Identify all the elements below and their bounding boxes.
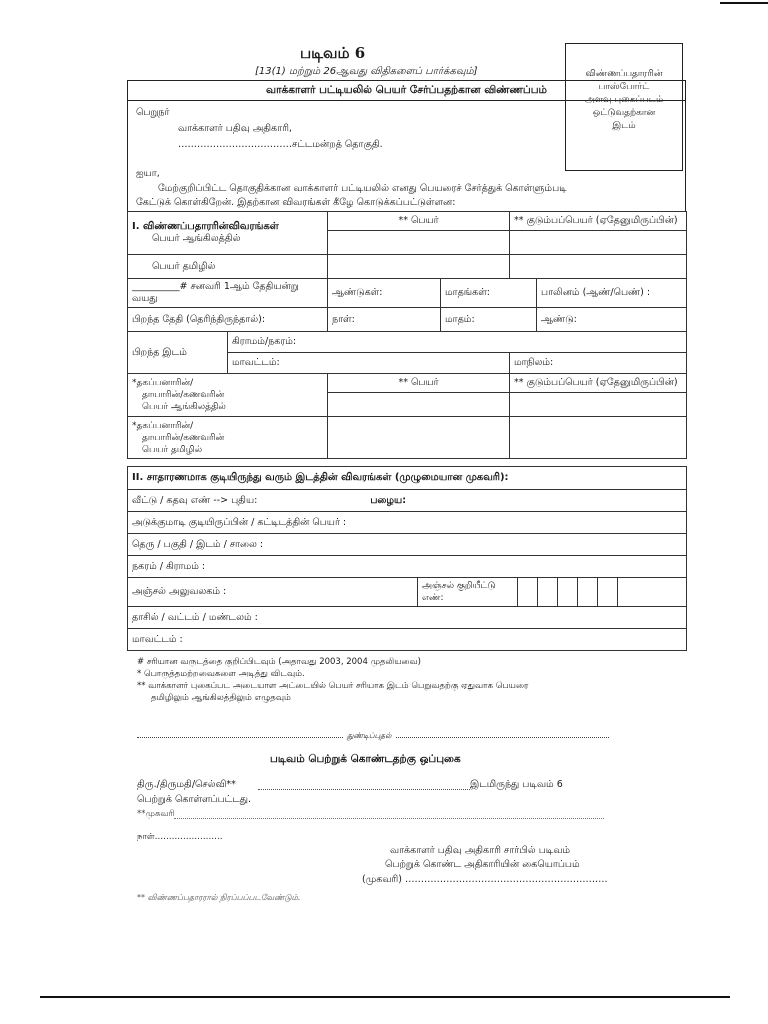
dob-label: பிறந்த தேதி (தெரிந்திருந்தால்): [128, 308, 328, 332]
relation-surname-tamil-field[interactable] [510, 417, 687, 459]
receipt-title: படிவம் பெற்றுக் கொண்டதற்கு ஒப்புகை [270, 753, 461, 765]
state-label: மாநிலம்: [514, 357, 554, 368]
age-months-field[interactable] [441, 279, 537, 308]
name-english-field[interactable] [328, 231, 510, 255]
age-label-cell [128, 279, 328, 308]
relation-ta-line: பெயர் தமிழில் [142, 444, 203, 455]
letter-constituency: ………………………………சட்டமன்றத் தொகுதி. [178, 139, 383, 150]
letter-body-line1: மேற்குறிப்பிட்ட தொகுதிக்கான வாக்காளர் பட்டியலில் எனது பெயரைச் சேர்த்துக் கொள்ளும்படி [158, 183, 567, 194]
section1-title: I. விண்ணப்பதாரரின்விவரங்கள் [132, 221, 279, 232]
birthplace-label: பிறந்த இடம் [128, 332, 228, 374]
pin-digit-box[interactable] [558, 578, 578, 607]
receipt-form-label: இடமிருந்து படிவம் 6 [470, 779, 563, 790]
age-label: வயது [132, 293, 158, 304]
section1-label-cell [128, 212, 328, 255]
relation-name-tamil-field[interactable] [328, 417, 510, 459]
receipt-sign-address: (முகவரி) ………………………………………………………. [362, 874, 608, 885]
relation-ta-line: *தகப்பனாரின்/ [132, 420, 194, 431]
name-tamil-field[interactable] [328, 255, 510, 279]
name-column-header: ** பெயர் [328, 212, 510, 231]
relation-en-line: பெயர் ஆங்கிலத்தில் [142, 402, 226, 412]
name-tamil-label: பெயர் தமிழில் [128, 255, 328, 279]
relation-tamil-label [128, 417, 328, 459]
receipt-received-label: பெற்றுக் கொள்ளப்பட்டது. [137, 794, 252, 805]
relation-en-line: தாயாரின்/கணவரின் [142, 390, 225, 400]
relation-ta-line: தாயாரின்/கணவரின் [142, 432, 225, 443]
applicant-details-table [127, 211, 687, 459]
cover-letter [127, 101, 686, 211]
gender-field[interactable] [537, 279, 687, 308]
gender-label: பாலினம் (ஆண்/பெண்) : [541, 287, 651, 298]
receipt-address-field[interactable] [174, 818, 604, 819]
relation-name-english-field[interactable] [328, 393, 510, 417]
taluk-label: தாசில் / வட்டம் / மண்டலம் : [132, 611, 258, 623]
day-label: நாள்: [332, 313, 355, 325]
letter-to: பெறுநர் [136, 107, 170, 118]
pin-digit-box[interactable] [538, 578, 558, 607]
years-label: ஆண்டுகள்: [332, 287, 383, 298]
pin-digit-box[interactable] [518, 578, 538, 607]
page-bottom-line [40, 996, 730, 998]
district-label: மாவட்டம்: [232, 357, 280, 368]
months-label: மாதங்கள்: [445, 287, 490, 298]
form-heading: வாக்காளர் பட்டியலில் பெயர் சேர்ப்பதற்கான விண்ணப்பம் [127, 80, 686, 101]
pin-digit-box[interactable] [578, 578, 598, 607]
old-number-label: பழைய: [370, 494, 406, 506]
town-label: நகரம் / கிராமம் : [132, 560, 206, 572]
form-subtitle: [13(1) மற்றும் 26ஆவது விதிகளைப் பார்க்கவும்] [255, 66, 478, 77]
house-number-field[interactable] [128, 490, 687, 512]
letter-officer: வாக்காளர் பதிவு அதிகாரி, [178, 123, 292, 134]
footnote: ** வாக்காளர் புகைப்பட அடையாள அட்டையில் பெயர் சரியாக இடம் பெறுவதற்கு ஏதுவாக பெயரை [137, 681, 529, 691]
relation-english-label [128, 374, 328, 417]
footnote: தமிழிலும் ஆங்கிலத்திலும் எழுதவும் [151, 693, 291, 703]
address-district-field[interactable] [128, 629, 687, 651]
photo-box-line: பாஸ்போர்ட் [598, 82, 650, 92]
footnote: # சரியான வருடத்தை குறிப்பிடவும் (அதாவது 2003, 2004 முதலியவை) [137, 657, 421, 667]
age-date-label: __________# சனவரி 1ஆம் தேதியன்று [132, 281, 299, 292]
birthplace-district-field[interactable] [228, 353, 510, 374]
letter-salutation: ஐயா, [136, 168, 160, 179]
building-label: அடுக்குமாடி குடியிருப்பின் / கட்டிடத்தின் பெயர் : [132, 516, 347, 528]
photo-box-line: ஒட்டுவதற்கான [592, 108, 656, 118]
month-label: மாதம்: [445, 313, 475, 325]
footnotes [137, 656, 528, 704]
taluk-field[interactable] [128, 607, 687, 629]
pin-label-line: எண்: [422, 593, 444, 603]
receipt-address-label: **முகவரி [137, 809, 175, 819]
year-label: ஆண்டு: [541, 313, 577, 325]
receipt-name-label: திரு./திருமதி/செல்வி** [137, 779, 236, 790]
pin-digit-box[interactable] [618, 578, 687, 607]
receipt-name-field[interactable] [258, 789, 470, 790]
post-office-field[interactable] [128, 578, 418, 607]
receipt-date-label: நாள்…………………… [137, 832, 223, 842]
surname-tamil-field[interactable] [510, 255, 687, 279]
relation-name-header: ** பெயர் [328, 374, 510, 393]
photo-box-line: இடம் [612, 121, 636, 131]
address-district-label: மாவட்டம் : [132, 633, 183, 645]
footnote: * பொருத்தமற்றவைகளை அடித்து விடவும். [137, 669, 305, 679]
name-english-label: பெயர் ஆங்கிலத்தில் [152, 233, 241, 244]
relation-surname-header: ** குடும்பப்பெயர் (ஏதேனுமிருப்பின்) [510, 374, 687, 393]
form-title: படிவம் 6 [300, 44, 366, 62]
letter-body-line2: கேட்டுக் கொள்கிறேன். இதற்கான விவரங்கள் கீழே கொடுக்கப்பட்டுள்ளன: [136, 197, 456, 208]
relation-surname-english-field[interactable] [510, 393, 687, 417]
receipt-note: ** விண்ணப்பதாரரால் நிரப்பப்படவேண்டும். [137, 893, 301, 902]
building-field[interactable] [128, 512, 687, 534]
pin-digit-box[interactable] [598, 578, 618, 607]
town-field[interactable] [128, 556, 687, 578]
pin-label-cell [418, 578, 518, 607]
surname-column-header: ** குடும்பப்பெயர் (ஏதேனுமிருப்பின்) [510, 212, 687, 231]
village-label: கிராமம்/நகரம்: [232, 336, 297, 347]
street-field[interactable] [128, 534, 687, 556]
birthplace-state-field[interactable] [510, 353, 687, 374]
dob-year-field[interactable] [537, 308, 687, 332]
house-number-label: வீட்டு / கதவு எண் --> புதிய: [132, 494, 258, 506]
photo-box-line: விண்ணப்பதாரரின் [585, 69, 663, 79]
age-years-field[interactable] [328, 279, 441, 308]
receipt-sign-line1: வாக்காளர் பதிவு அதிகாரி சார்பில் படிவம் [390, 845, 571, 856]
birthplace-village-field[interactable] [228, 332, 687, 353]
cut-label: துண்டிப்புதல் [343, 731, 395, 741]
dob-day-field[interactable] [328, 308, 441, 332]
section2-title: II. சாதாரணமாக குடியிருந்து வரும் இடத்தின் விவரங்கள் (முழுமையான முகவரி): [128, 467, 687, 490]
street-label: தெரு / பகுதி / இடம் / சாலை : [132, 538, 264, 550]
post-office-label: அஞ்சல் அலுவலகம் : [132, 586, 227, 597]
page-edge-line [720, 2, 768, 4]
address-table [127, 466, 687, 651]
relation-en-line: *தகப்பனாரின்/ [132, 378, 194, 388]
surname-english-field[interactable] [510, 231, 687, 255]
dob-month-field[interactable] [441, 308, 537, 332]
photo-box-line: அளவு புகைப்படம் [584, 95, 664, 105]
receipt-sign-line2: பெற்றுக் கொண்ட அதிகாரியின் கையொப்பம் [385, 859, 580, 870]
pin-label-line: அஞ்சல் குறியீட்டு [422, 581, 496, 591]
